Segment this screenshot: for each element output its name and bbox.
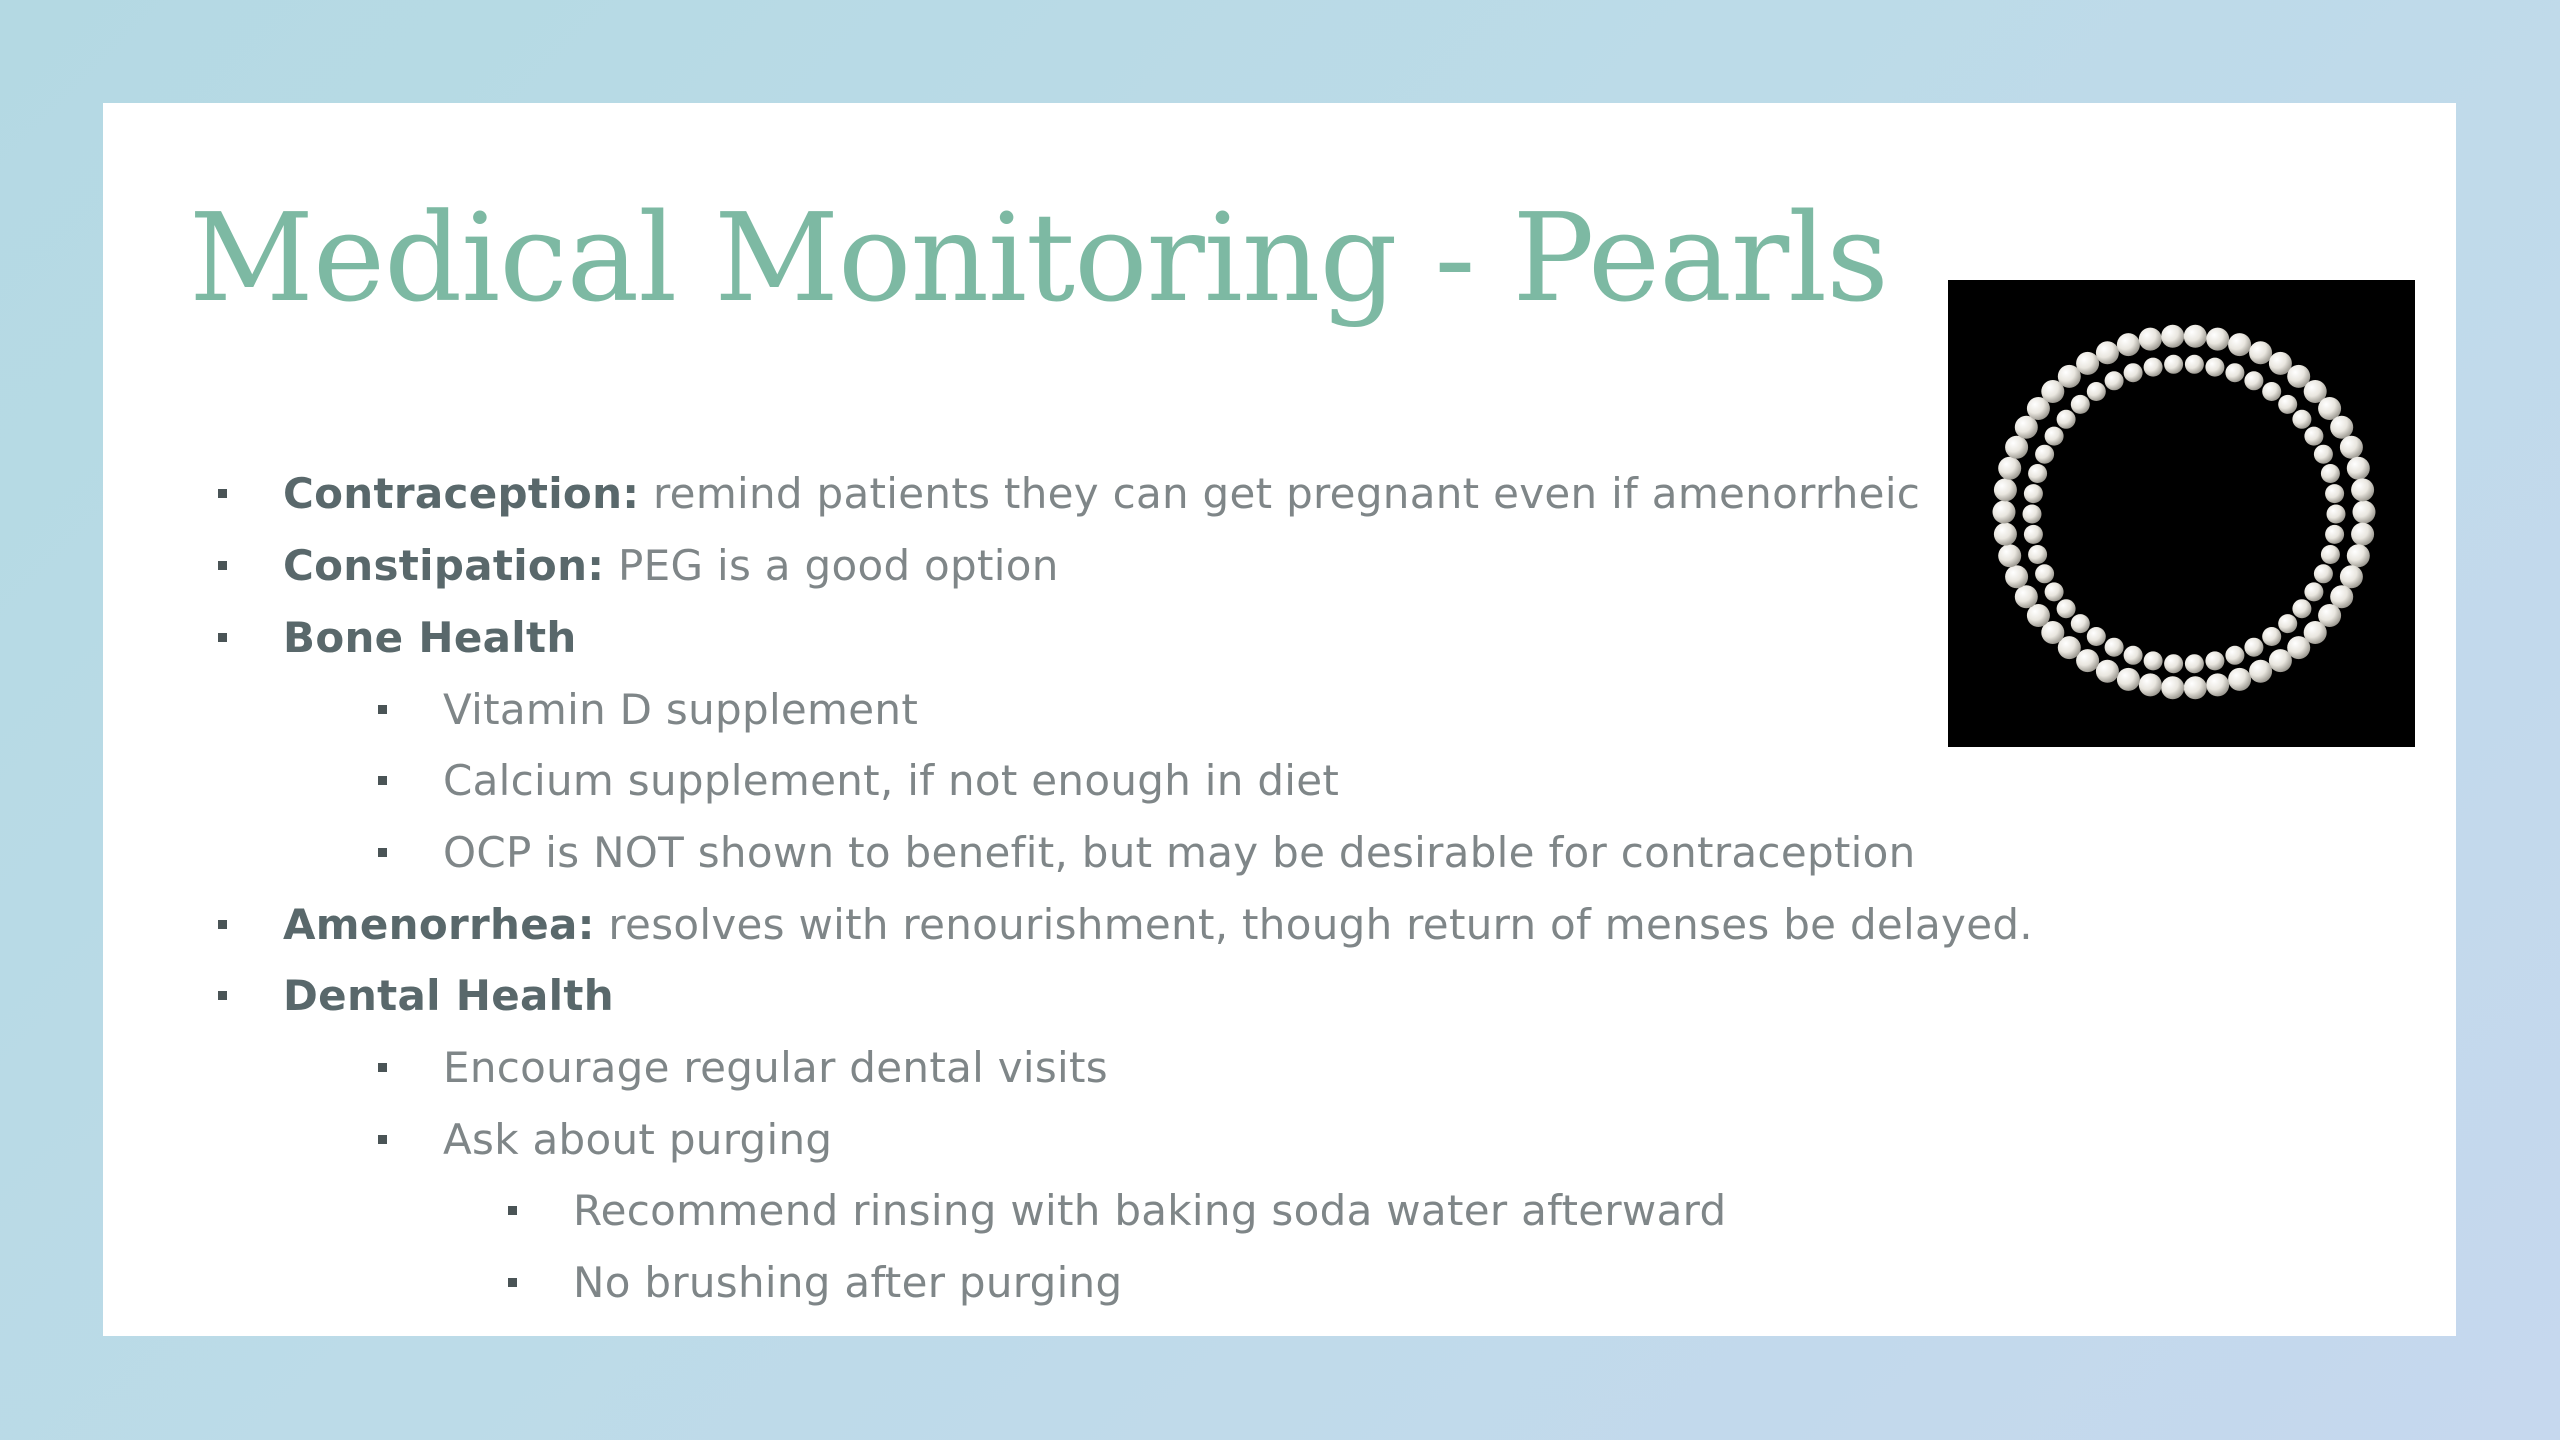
- bullet-ocp: [378, 816, 1916, 888]
- bullet-marker: [378, 705, 387, 714]
- bullet-marker: [378, 776, 387, 785]
- bullet-marker: [508, 1278, 517, 1287]
- bullet-bold-label: Dental Health: [283, 970, 614, 1020]
- bullet-vitamin-d: [378, 673, 918, 745]
- bullet-marker: [218, 991, 227, 1000]
- bullet-marker: [218, 633, 227, 642]
- slide: [103, 103, 2456, 1336]
- bullet-marker: [378, 1135, 387, 1144]
- bullet-marker: [508, 1206, 517, 1215]
- bullet-text: Encourage regular dental visits: [443, 1042, 1108, 1092]
- bullet-bold-label: Contraception:: [283, 468, 640, 518]
- bullet-text: Calcium supplement, if not enough in diet: [443, 755, 1340, 805]
- bullet-marker: [218, 920, 227, 929]
- bullet-text: Ask about purging: [443, 1114, 833, 1164]
- bullet-dental-health: [218, 959, 614, 1031]
- bullet-contraception: [218, 457, 1920, 529]
- bullet-text: remind patients they can get pregnant even if amenorrheic: [639, 468, 1921, 518]
- bullet-text: resolves with renourishment, though return of menses be delayed.: [594, 899, 2033, 949]
- bullet-dental-visits: [378, 1031, 1108, 1103]
- bullet-text: OCP is NOT shown to benefit, but may be desirable for contraception: [443, 827, 1916, 877]
- bullet-marker: [378, 1063, 387, 1072]
- bullet-no-brushing: [508, 1246, 1122, 1318]
- bullet-constipation: [218, 529, 1059, 601]
- bullet-bold-label: Amenorrhea:: [283, 899, 595, 949]
- bullet-bold-label: Bone Health: [283, 612, 577, 662]
- bullet-marker: [218, 561, 227, 570]
- bullet-marker: [378, 848, 387, 857]
- bullet-bone-health: [218, 601, 577, 673]
- bullet-text: No brushing after purging: [573, 1257, 1123, 1307]
- bullet-calcium: [378, 744, 1339, 816]
- bullet-text: PEG is a good option: [604, 540, 1059, 590]
- bullet-baking-soda: [508, 1174, 1726, 1246]
- bullet-text: Recommend rinsing with baking soda water afterward: [573, 1185, 1727, 1235]
- bullet-bold-label: Constipation:: [283, 540, 605, 590]
- bullet-ask-purging: [378, 1103, 832, 1175]
- bullet-list: [103, 103, 2456, 1336]
- bullet-marker: [218, 489, 227, 498]
- bullet-amenorrhea: [218, 888, 2033, 960]
- bullet-text: Vitamin D supplement: [443, 684, 919, 734]
- slide-title: Medical Monitoring - Pearls: [189, 187, 1888, 329]
